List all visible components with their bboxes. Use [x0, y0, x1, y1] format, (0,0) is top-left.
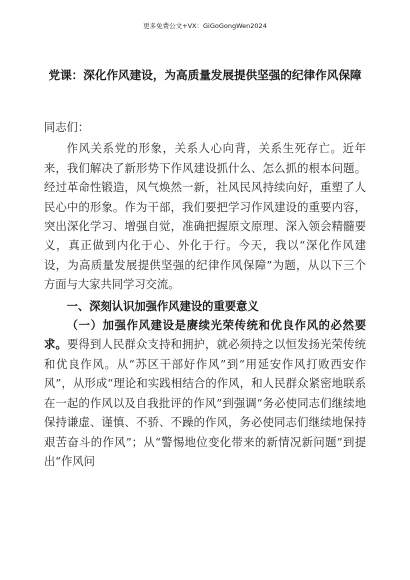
salutation: 同志们： — [44, 121, 90, 134]
header-note: 更多免费公文+VX：GiGoGongWen2024 — [143, 22, 267, 30]
subsection-text: 要得到人民群众支持和拥护，就必须持之以恒发扬光荣传统和优良作风。从“苏区干部好作风”到“用延安作风打败西安作风”，从形成“理论和实践相结合的作风，和人民群众紧密地联系在一起的作风以及自我批评的作风”到强调“务必使同志们继续地保持谦虚、谨慎、不骄、不躁的作风，务必使同志们继续地保持艰苦奋斗的作风”；从“警惕地位变化带来的新情况新问题”到提出“作风问 — [44, 338, 366, 468]
document-title: 党课：深化作风建设，为高质量发展提供坚强的纪律作风保障 — [48, 68, 362, 82]
subsection-paragraph — [44, 316, 366, 471]
document-body — [44, 118, 366, 471]
intro-paragraph: 作风关系党的形象，关系人心向背，关系生死存亡。近年来，我们解决了新形势下作风建设抓什么、怎么抓的根本问题。经过革命性锻造，风气焕然一新，社风民风持续向好，重塑了人民心中的形象。作为干部，我们要把学习作风建设的重要内容，突出深化学习、增强自觉，准确把握原文原理、深入领会精髓要义，真正做到内化于心、外化于行。今天，我以“深化作风建设，为高质量发展提供坚强的纪律作风保障”为题，从以下三个方面与大家共同学习交流。 — [44, 142, 366, 292]
subsection-heading: （一）加强作风建设是赓续光荣传统和优良作风的必然要求。 — [44, 319, 366, 352]
section-heading: 一、深刻认识加强作风建设的重要意义 — [66, 299, 259, 313]
